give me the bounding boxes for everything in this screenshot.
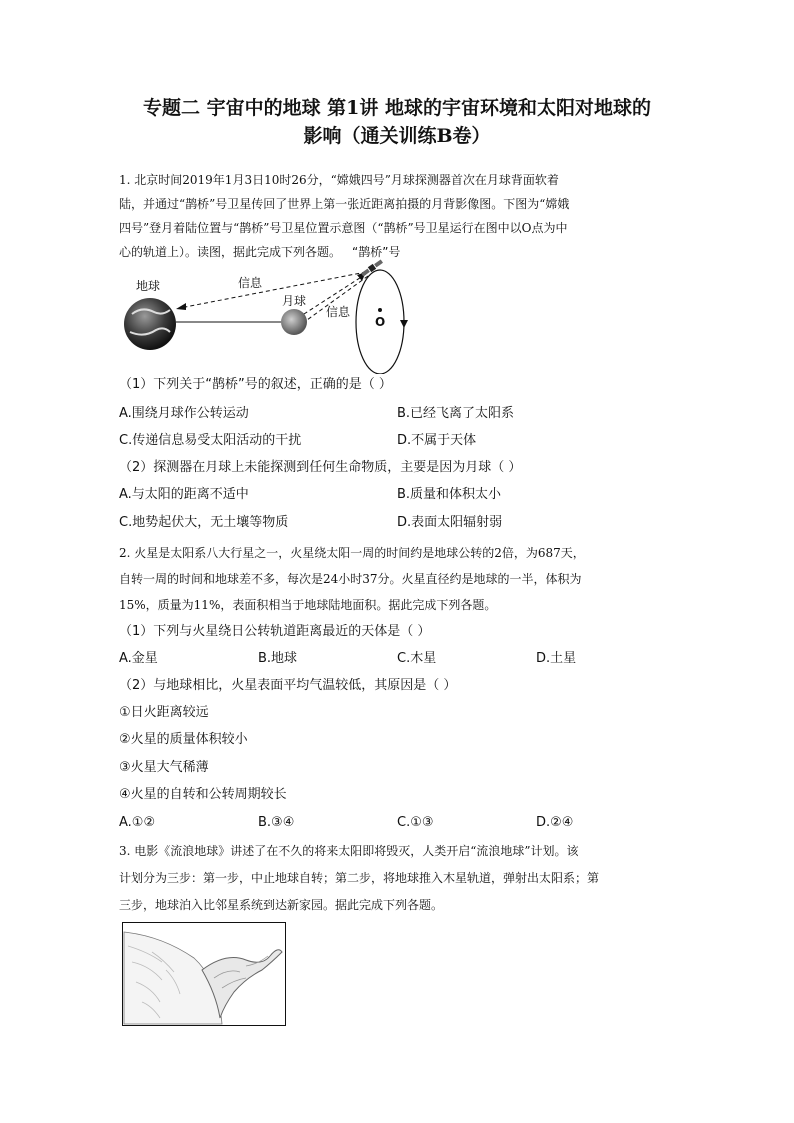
q2-sub2-item-1: ①日火距离较远 <box>119 705 209 720</box>
q1-sub2-option-d[interactable]: D.表面太阳辐射弱 <box>397 515 503 530</box>
orbit-arrow <box>400 320 408 328</box>
page-title-line-1: 专题二 宇宙中的地球 第1讲 地球的宇宙环境和太阳对地球的 <box>142 97 652 119</box>
q2-sub2-item-2: ②火星的质量体积较小 <box>119 732 248 747</box>
q1-sub2-option-a[interactable]: A.与太阳的距离不适中 <box>119 487 249 502</box>
q3-stem-line-2: 计划分为三步：第一步，中止地球自转；第二步，将地球推入木星轨道，弹射出太阳系；第 <box>119 871 600 885</box>
page-title-line-2: 影响（通关训练B卷） <box>303 125 491 147</box>
q2-sub2-option-a[interactable]: A.①② <box>119 815 156 830</box>
moon-globe <box>281 309 307 335</box>
q2-sub1-option-c[interactable]: C.木星 <box>397 651 437 666</box>
q3-stem <box>119 838 679 919</box>
q1-sub2-option-b[interactable]: B.质量和体积太小 <box>397 487 502 502</box>
q3-stem-line-1: 3. 电影《流浪地球》讲述了在不久的将来太阳即将毁灭，人类开启“流浪地球”计划。该 <box>119 844 579 858</box>
moon-label: 月球 <box>282 294 307 308</box>
page-title <box>110 94 684 150</box>
q2-sub1-option-b[interactable]: B.地球 <box>258 651 298 666</box>
q2-sub2-option-b[interactable]: B.③④ <box>258 815 295 830</box>
q2-sub2-option-c[interactable]: C.①③ <box>397 815 434 830</box>
orbit-center-label: O <box>375 315 386 329</box>
q2-stem-line-2: 自转一周的时间和地球差不多，每次是24小时37分。火星直径约是地球的一半，体积为 <box>119 572 582 586</box>
q1-sub1-option-d[interactable]: D.不属于天体 <box>397 433 477 448</box>
q1-sub1-option-a[interactable]: A.围绕月球作公转运动 <box>119 406 249 421</box>
q1-stem-line-1: 1. 北京时间2019年1月3日10时26分，“嫦娥四号”月球探测器首次在月球背面软着 <box>119 173 559 187</box>
satellite-icon <box>360 259 383 278</box>
earth-globe <box>124 298 176 350</box>
info-arrow-earth <box>176 303 186 310</box>
q2-sub2-option-d[interactable]: D.②④ <box>536 815 574 830</box>
q2-sub2-prompt: （2）与地球相比，火星表面平均气温较低，其原因是（ ） <box>119 678 457 693</box>
q1-sub2-option-c[interactable]: C.地势起伏大，无土壤等物质 <box>119 515 289 530</box>
q2-sub1-option-d[interactable]: D.土星 <box>536 651 577 666</box>
q1-sub1-option-b[interactable]: B.已经飞离了太阳系 <box>397 406 515 421</box>
q1-diagram <box>110 244 420 374</box>
info-label-right: 信息 <box>326 305 351 319</box>
q2-sub1-option-a[interactable]: A.金星 <box>119 651 158 666</box>
q1-stem-line-3: 四号”登月着陆位置与“鹊桥”号卫星位置示意图（“鹊桥”号卫星运行在图中以O点为中 <box>119 221 568 235</box>
q2-stem-line-3: 15%，质量为11%，表面积相当于地球陆地面积。据此完成下列各题。 <box>119 598 497 612</box>
info-label-top: 信息 <box>238 276 263 290</box>
q2-stem-line-1: 2. 火星是太阳系八大行星之一，火星绕太阳一周的时间约是地球公转的2倍，为687天， <box>119 546 585 560</box>
info-line-earth <box>180 272 366 308</box>
solar-prominence-image <box>122 922 286 1026</box>
earth-label: 地球 <box>136 279 161 293</box>
q2-sub2-item-3: ③火星大气稀薄 <box>119 760 209 775</box>
orbit-center-dot <box>378 308 382 312</box>
satellite-label: “鹊桥”号 <box>352 245 401 259</box>
q2-sub2-item-4: ④火星的自转和公转周期较长 <box>119 787 287 802</box>
q1-stem-line-2: 陆，并通过“鹊桥”号卫星传回了世界上第一张近距离拍摄的月背影像图。下图为“嫦娥 <box>119 197 570 211</box>
q3-stem-line-3: 三步，地球泊入比邻星系统到达新家园。据此完成下列各题。 <box>119 898 444 912</box>
q1-sub1-option-c[interactable]: C.传递信息易受太阳活动的干扰 <box>119 433 302 448</box>
q1-sub2-prompt: （2）探测器在月球上未能探测到任何生命物质，主要是因为月球（ ） <box>119 460 522 475</box>
q1-stem-line-4: 心的轨道上）。读图，据此完成下列各题。 <box>119 245 342 259</box>
q2-sub1-prompt: （1）下列与火星绕日公转轨道距离最近的天体是（ ） <box>119 624 431 639</box>
q2-stem <box>119 540 679 618</box>
q1-sub1-prompt: （1）下列关于“鹊桥”号的叙述，正确的是（ ） <box>119 377 392 392</box>
